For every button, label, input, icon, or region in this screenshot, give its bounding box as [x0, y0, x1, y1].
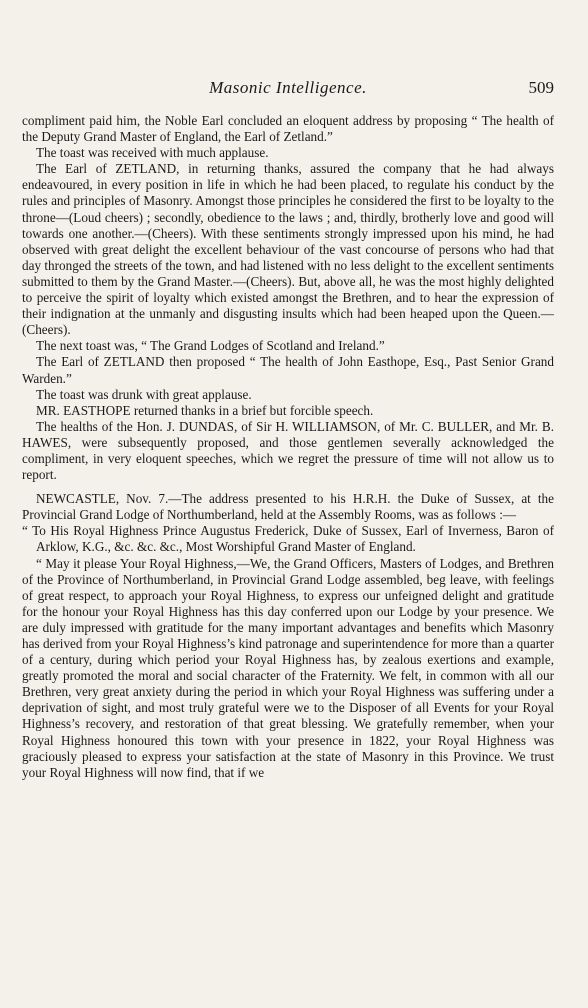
page-number: 509	[528, 78, 554, 97]
paragraph: The next toast was, “ The Grand Lodges of Scotland and Ireland.”	[36, 338, 385, 354]
paragraph: The toast was drunk with great applause.	[36, 386, 252, 402]
page-header	[22, 78, 554, 102]
paragraph: compliment paid him, the Noble Earl concluded an eloquent address by proposing “ The health of the Deputy Grand Master of England, the Earl of Zetland.”	[22, 113, 554, 145]
paragraph: The Earl of ZETLAND, in returning thanks, assured the company that he had always endeavoured, in every position in life in which he had been placed, to regulate his conduct by the rules and principles of Masonry. Amongst those principles he considered the first to be loyalty to the throne—(Loud cheers) ; secondly, obedience to the laws ; and, thirdly, brotherly love and good will towards one another.—(Cheers). With these sentiments strongly impressed upon his mind, he had observed with great delight the excellent behaviour of the vast concourse of persons who had that day thronged the streets of the town, and had listened with no less delight to the excellent sentiments submitted to them by the Grand Master.—(Cheers). But, above all, he was the most highly delighted to perceive the spirit of loyalty which existed amongst the Brethren, and to hear the expression of their indignation at the unmanly and disgusting insults which had been heaped upon the Queen.—(Cheers).	[22, 161, 554, 338]
running-title: Masonic Intelligence.	[209, 78, 367, 97]
paragraph: The toast was received with much applause.	[36, 145, 269, 161]
article-body	[22, 113, 554, 781]
paragraph: “ To His Royal Highness Prince Augustus Frederick, Duke of Sussex, Earl of Inverness, Baron of Arklow, K.G., &c. &c. &c., Most Worshipful Grand Master of England.	[22, 523, 554, 555]
paragraph: “ May it please Your Royal Highness,—We, the Grand Officers, Masters of Lodges, and Brethren of the Province of Northumberland, in Provincial Grand Lodge assembled, beg leave, with feelings of great respect, to approach your Royal Highness, to express our unfeigned delight and gratitude for the honour your Royal Highness has this day conferred upon our Lodge by your presence. We are duly impressed with gratitude for the many important advantages and benefits which Masonry has derived from your Royal Highness’s kind patronage and superintendence for more than a quarter of a century, during which period your Royal Highness has, by zealous exertions and example, greatly promoted the moral and social character of the Fraternity. We felt, in common with all our Brethren, very great anxiety during the period in which your Royal Highness was suffering under a deprivation of sight, and most truly grateful were we to the Disposer of all Events for your Royal Highness’s recovery, and restoration of that great blessing. We gratefully remember, when your Royal Highness honoured this town with your presence in 1822, your Royal Highness was graciously pleased to express your satisfaction at the state of Masonry in this Province. We trust your Royal Highness will now find, that if we	[22, 555, 554, 780]
paragraph: The Earl of ZETLAND then proposed “ The health of John Easthope, Esq., Past Senior Grand Warden.”	[22, 354, 554, 386]
paragraph: NEWCASTLE, Nov. 7.—The address presented to his H.R.H. the Duke of Sussex, at the Provincial Grand Lodge of Northumberland, held at the Assembly Rooms, was as follows :—	[22, 491, 554, 523]
paragraph: MR. EASTHOPE returned thanks in a brief but forcible speech.	[36, 402, 374, 418]
paragraph: The healths of the Hon. J. DUNDAS, of Sir H. WILLIAMSON, of Mr. C. BULLER, and Mr. B. HAWES, were subsequently proposed, and those gentlemen severally acknowledged the compliment, in very eloquent speeches, which we regret the pressure of time will not allow us to report.	[22, 418, 554, 483]
